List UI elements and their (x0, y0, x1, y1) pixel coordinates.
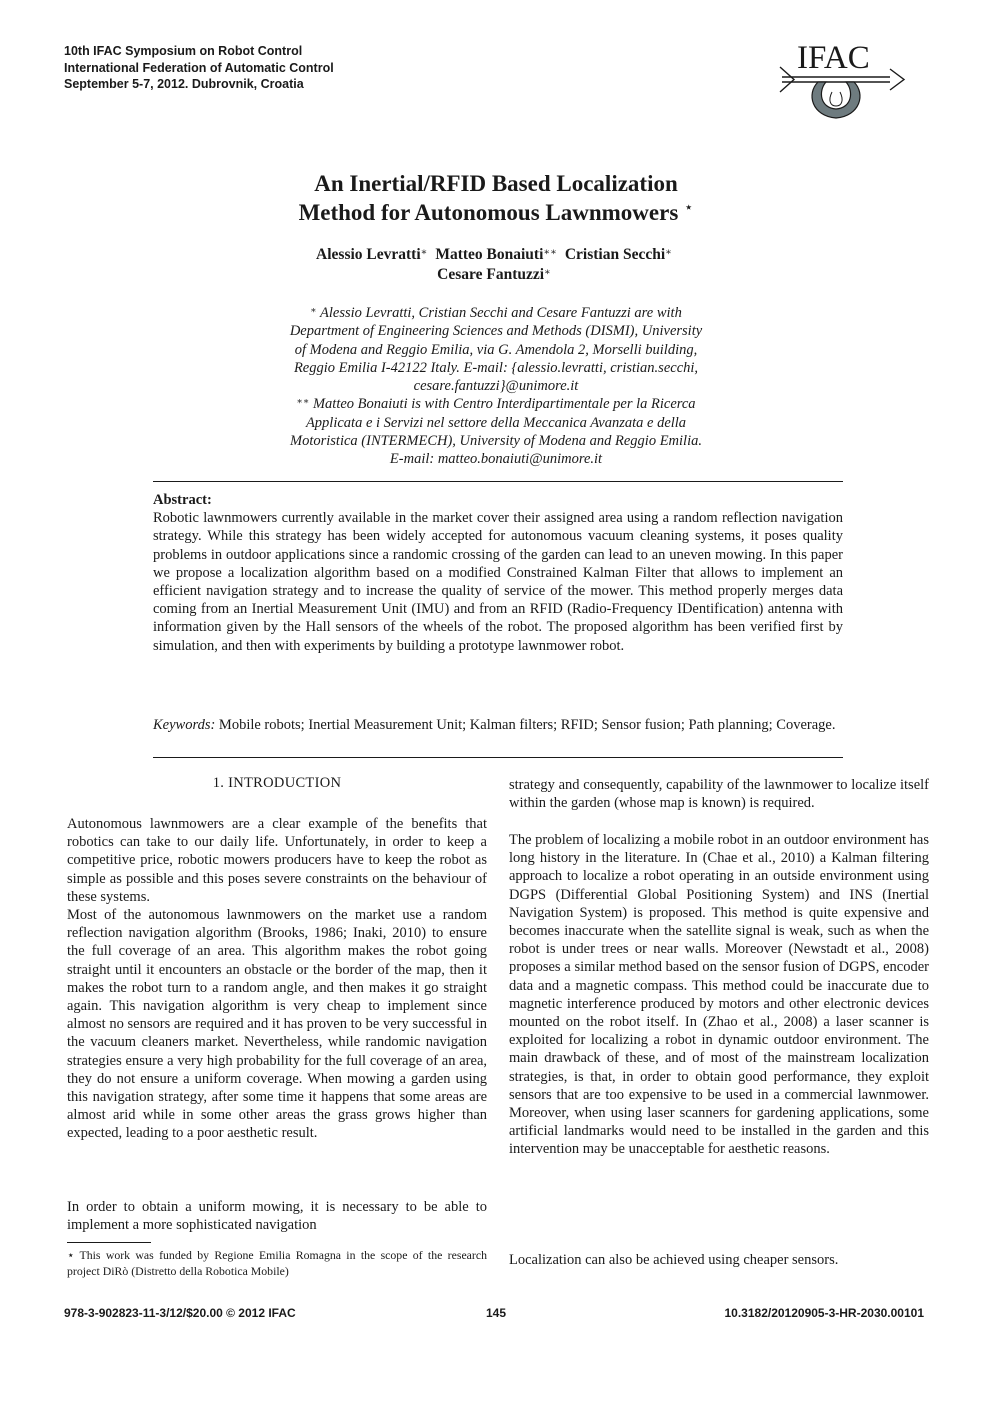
funding-footnote (67, 1247, 487, 1279)
body-paragraph: Localization can also be achieved using cheaper sensors. (509, 1252, 839, 1268)
affiliation-line: Department of Engineering Sciences and Methods (DISMI), University (289, 323, 703, 340)
keywords-section (153, 716, 843, 734)
abstract-top-rule (153, 481, 843, 482)
conference-name: 10th IFAC Symposium on Robot Control (64, 44, 303, 58)
organization-name: International Federation of Automatic Control (64, 60, 334, 75)
author-affiliation-mark: ∗ (544, 267, 551, 278)
section-heading-introduction: 1. INTRODUCTION (212, 775, 342, 791)
affiliation-mark: ∗ (310, 306, 317, 316)
body-paragraph: Most of the autonomous lawnmowers on the market use a random reflection navigation algorithm (Brooks, 1986; Inaki, 2010) to ensure the full coverage of an area. This algorithm makes the robot going straight until it encounters an obstacle or the border of the map, then it makes the robot turn to a random angle, and then makes it go straight again. This navigation algorithm is very cheap to implement since almost no sensors are required and it has proven to be very successful in the vacuum cleaners market. Nevertheless, while randomic navigation strategies ensure a very high probability for the full coverage of an area, they do not ensure a uniform coverage. When mowing a garden using this navigation strategy, after some time it happens that some areas are almost arid while in some other areas the grass grows higher than expected, leading to a poor aesthetic result. (67, 907, 487, 1142)
author-name: Cristian Secchi (564, 246, 666, 263)
keywords-label: Keywords: (153, 717, 216, 733)
title-line-1: An Inertial/RFID Based Localization (314, 171, 678, 196)
abstract-bottom-rule (153, 757, 843, 758)
affiliation-line: Motoristica (INTERMECH), University of Modena and Reggio Emilia. (290, 433, 702, 450)
title-line-2-text: Method for Autonomous Lawnmowers (298, 200, 679, 225)
title-footnote-mark: ⋆ (684, 200, 694, 216)
affiliation-line: ∗ Alessio Levratti, Cristian Secchi and Cesare Fantuzzi are with (310, 305, 682, 321)
affiliation-line: of Modena and Reggio Emilia, via G. Amendola 2, Morselli building, (294, 341, 698, 358)
affiliation-mark: ∗∗ (296, 397, 310, 408)
affiliation-line: E-mail: matteo.bonaiuti@unimore.it (389, 451, 603, 468)
footer-doi: 10.3182/20120905-3-HR-2030.00101 (724, 1306, 924, 1320)
affiliation-line: Applicata e i Servizi nel settore della Meccanica Avanzata e della (305, 414, 687, 431)
author-affiliation-mark: ∗∗ (543, 247, 557, 258)
affiliation-line: Reggio Emilia I-42122 Italy. E-mail: {alessio.levratti, cristian.secchi, (293, 359, 699, 376)
keywords-list: Mobile robots; Inertial Measurement Unit; Kalman filters; RFID; Sensor fusion; Path planning; Coverage. (218, 717, 836, 733)
footnote-text: This work was funded by Regione Emilia Romagna in the scope of the research project DiRò (Distretto della Robotica Mobile) (67, 1248, 487, 1278)
ifac-logo-text: IFAC (797, 40, 870, 76)
conference-date-location: September 5-7, 2012. Dubrovnik, Croatia (64, 77, 304, 91)
body-paragraph: strategy and consequently, capability of the lawnmower to localize itself within the garden (whose map is known) is required. (509, 777, 929, 812)
body-paragraph: The problem of localizing a mobile robot in an outdoor environment has long history in the literature. In (Chae et al., 2010) a Kalman filtering approach to localize a robot operating in an outside environment using DGPS (Differential Global Positioning System) and INS (Inertial Navigation System) is proposed. This method is quite expensive and becomes inaccurate when the satellite signal is weak, such as when the robot is under trees or near walls. Moreover (Newstadt et al., 2008) proposes a similar method based on the sensor fusion of DGPS, encoder data and a magnetic compass. This method could be inaccurate due to magnetic interference produced by motors and other electronic devices mounted on the robot itself. In (Zhao et al., 2008) a laser scanner is exploited for localizing a robot in dynamic outdoor environment. The main drawback of these, and of most of the mainstream localization strategies, is that, in order to obtain good performance, they exploit sensors that are too expensive to be used in a commercial lawnmower. Moreover, when using laser scanners for gardening applications, some artificial landmarks would need to be installed in the garden and this intervention may be unacceptable for aesthetic reasons. (509, 832, 929, 1158)
page-number: 145 (485, 1306, 507, 1320)
affiliations (200, 304, 792, 469)
body-paragraph: Autonomous lawnmowers are a clear example of the benefits that robotics can take to our daily life. Unfortunately, in order to keep a competitive price, robotic mowers producers have to keep the robot as simple as possible and this poses severe constraints on the behaviour of these systems. (67, 816, 487, 905)
author-affiliation-mark: ∗ (420, 247, 428, 258)
abstract-body: Robotic lawnmowers currently available in the market cover their assigned area using a random reflection navigation strategy. While this strategy has been widely accepted for autonomous vacuum cleaning systems, it poses quality problems in outdoor applications since a randomic crossing of the garden can lead to an uneven mowing. In this paper we propose a localization algorithm based on a modified Constrained Kalman Filter that allows to implement an efficient navigation strategy and to increase the quality of service of the mower. This method properly merges data coming from an Inertial Measurement Unit (IMU) and from an RFID (Radio-Frequency IDentification) antenna with information given by the Hall sensors of the wheels of the robot. The proposed algorithm has been verified first by simulation, and then with experiments by building a prototype lawnmower robot. (153, 510, 843, 654)
title-line-2 (0, 198, 992, 227)
affiliation-line: cesare.fantuzzi}@unimore.it (413, 378, 579, 395)
author-list (0, 245, 992, 285)
author-affiliation-mark: ∗ (665, 247, 672, 258)
body-paragraph: In order to obtain a uniform mowing, it is necessary to be able to implement a more sophisticated navigation (67, 1199, 487, 1234)
abstract-section (153, 491, 843, 655)
ifac-logo-icon (772, 36, 908, 128)
author-name: Alessio Levratti (316, 246, 421, 263)
abstract-heading: Abstract: (153, 492, 212, 508)
conference-header (64, 43, 334, 93)
affiliation-line: ∗∗ Matteo Bonaiuti is with Centro Interdipartimentale per la Ricerca (296, 396, 696, 413)
footer-isbn: 978-3-902823-11-3/12/$20.00 © 2012 IFAC (64, 1306, 296, 1320)
author-name: Matteo Bonaiuti (435, 246, 544, 263)
author-name: Cesare Fantuzzi (437, 266, 545, 283)
author-line-2 (0, 265, 992, 285)
author-line-1 (0, 245, 992, 265)
paper-title (0, 169, 992, 227)
footnote-rule (67, 1242, 151, 1243)
footnote-mark: ⋆ (67, 1248, 75, 1262)
